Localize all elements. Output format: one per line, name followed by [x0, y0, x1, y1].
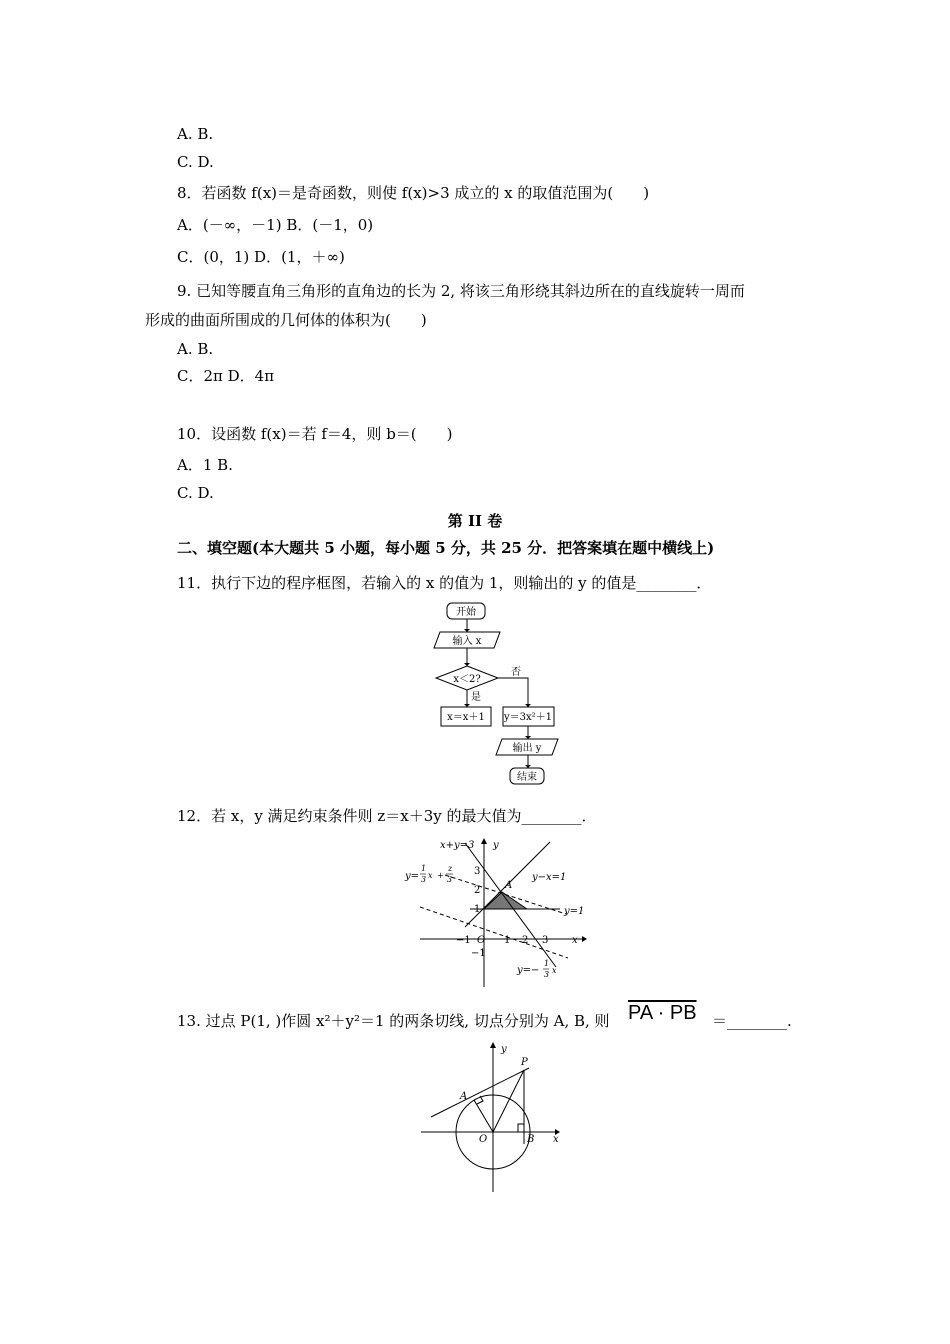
flow-input: 输入 x [452, 636, 482, 647]
graph12-x-axis-label: x [572, 935, 578, 946]
flow-yes-label: 是 [471, 692, 481, 703]
graph13-x-axis-label: x [553, 1134, 559, 1145]
graph12-tick-yneg1: −1 [471, 948, 486, 959]
svg-text:3: 3 [544, 970, 550, 979]
q9-options-cd: C．2π D．4π [177, 367, 275, 385]
question-11: 11．执行下边的程序框图，若输入的 x 的值为 1，则输出的 y 的值是________． [177, 574, 712, 592]
graph12-dashed-top-label: y= [405, 871, 420, 882]
svg-text:+: + [437, 871, 444, 880]
graph13-point-b: B [527, 1134, 535, 1145]
q9-options-ab: A. B. [177, 340, 214, 358]
q7-options-cd: C. D. [177, 153, 214, 171]
graph13-point-p: P [521, 1057, 528, 1068]
q10-options-cd: C. D. [177, 484, 214, 502]
question-10: 10．设函数 f(x)＝若 f＝4，则 b＝( ) [177, 425, 453, 443]
graph12-tick-x1: 1 [504, 935, 511, 946]
question-13-part-1: 13. 过点 P(1, )作圆 x²＋y²＝1 的两条切线, 切点分别为 A, B, 则 [177, 1012, 610, 1030]
q7-options-ab: A. B. [177, 125, 214, 143]
svg-text:x: x [428, 871, 433, 880]
svg-text:1: 1 [544, 959, 550, 968]
graph12-point-a: A [505, 880, 513, 891]
question-13-vector-product [628, 1003, 697, 1023]
graph12-tick-xneg1: −1 [456, 935, 471, 946]
question-8: 8．若函数 f(x)＝是奇函数，则使 f(x)>3 成立的 x 的取值范围为( ) [177, 184, 650, 202]
graph12-label-y1: y=1 [564, 906, 585, 917]
vector-pa-pb: PA · PB [628, 1002, 697, 1024]
svg-text:3: 3 [421, 875, 427, 884]
flowchart [430, 598, 570, 790]
flow-end: 结束 [517, 772, 537, 783]
flow-condition: x＜2? [453, 674, 481, 685]
graph12-label-yx: y−x=1 [532, 872, 567, 883]
graph12-tick-x2: 2 [522, 935, 529, 946]
svg-text:z: z [448, 864, 453, 873]
graph12-dashed-bottom-label: y=− [517, 965, 540, 976]
question-9-line-2: 形成的曲面所围成的几何体的体积为( ) [145, 311, 427, 329]
graph12-tick-y2: 2 [474, 885, 481, 896]
part-2-title: 第 II 卷 [447, 512, 503, 530]
q8-options-ab: A．(－∞，－1) B．(－1，0) [177, 216, 374, 234]
q8-options-cd: C．(0，1) D．(1，＋∞) [177, 248, 345, 266]
flow-right-process: y＝3x²＋1 [503, 712, 553, 723]
svg-text:1: 1 [421, 864, 427, 873]
flow-left-process: x＝x＋1 [447, 712, 485, 723]
question-9-line-1: 9. 已知等腰直角三角形的直角边的长为 2, 将该三角形绕其斜边所在的直线旋转一周而 [177, 282, 745, 300]
question-13-part-2: ＝________. [712, 1012, 792, 1030]
graph13-origin: O [479, 1134, 488, 1145]
graph12-origin: O [477, 935, 486, 946]
q10-options-ab: A．1 B. [177, 456, 233, 474]
question-12: 12．若 x，y 满足约束条件则 z＝x＋3y 的最大值为________． [177, 807, 597, 825]
flow-output: 输出 y [512, 743, 542, 754]
constraint-graph [400, 832, 595, 990]
section-2-heading: 二、填空题(本大题共 5 小题，每小题 5 分，共 25 分．把答案填在题中横线上) [177, 539, 715, 557]
graph13-y-axis-label: y [501, 1044, 507, 1055]
graph12-y-axis-label: y [493, 840, 499, 851]
flow-start: 开始 [456, 607, 476, 618]
graph12-tick-x3: 3 [542, 935, 549, 946]
tangent-circle-graph [417, 1038, 567, 1194]
svg-text:x: x [552, 966, 557, 975]
svg-text:3: 3 [447, 875, 453, 884]
graph13-point-a: A [460, 1091, 468, 1102]
graph12-label-line-top: x+y=3 [440, 840, 475, 851]
flow-no-label: 否 [511, 667, 521, 678]
graph12-tick-y3: 3 [474, 866, 481, 877]
graph12-tick-y1: 1 [474, 904, 481, 915]
